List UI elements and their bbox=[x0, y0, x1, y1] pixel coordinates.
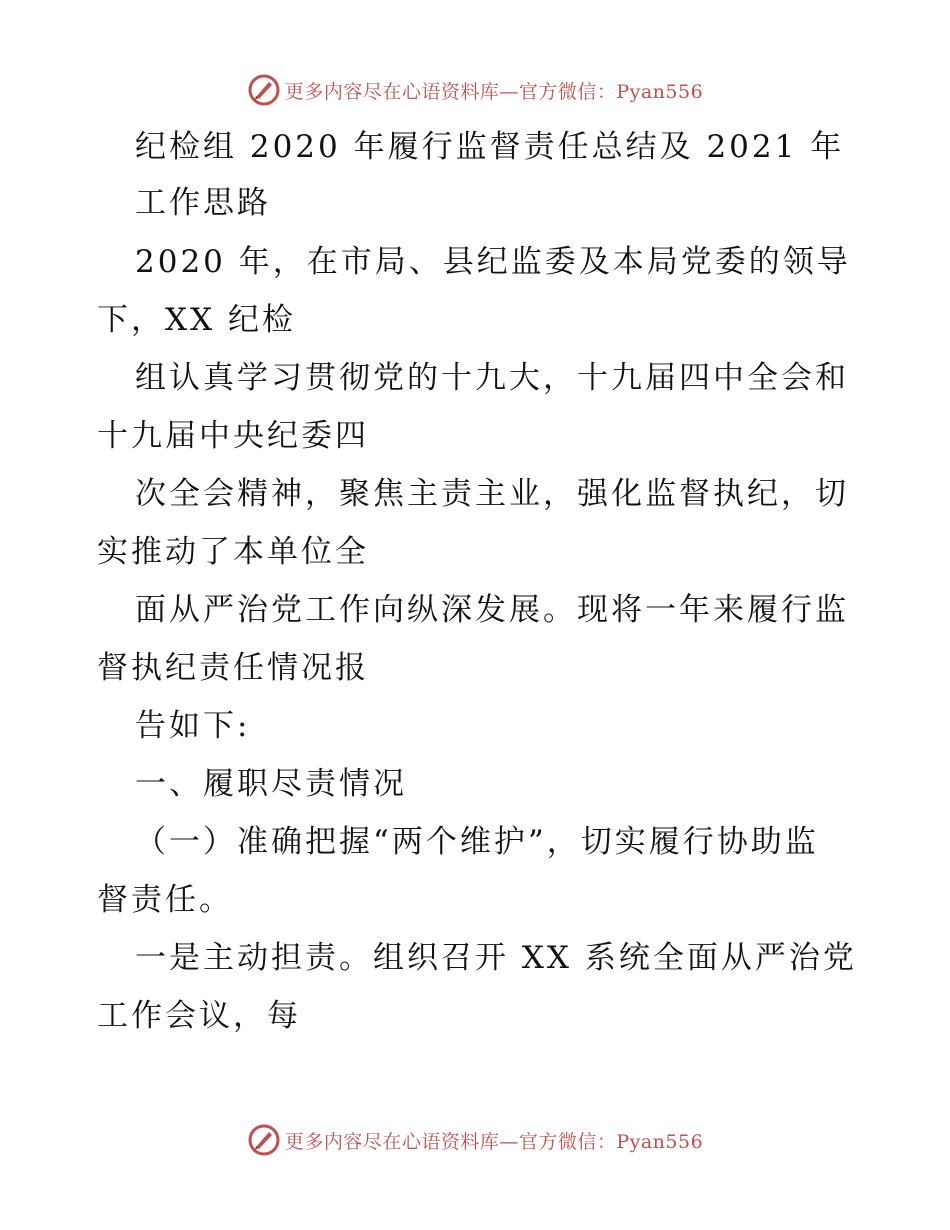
brush-logo-icon bbox=[247, 1123, 281, 1157]
document-title-line-2: 工作思路 bbox=[135, 185, 271, 221]
paragraph-line: 面从严治党工作向纵深发展。现将一年来履行监 bbox=[135, 592, 849, 628]
footer-banner bbox=[0, 1120, 950, 1160]
paragraph-line: 次全会精神，聚焦主责主业，强化监督执纪，切 bbox=[135, 476, 849, 512]
paragraph-line: 督执纪责任情况报 bbox=[97, 650, 369, 686]
paragraph-line: 组认真学习贯彻党的十九大，十九届四中全会和 bbox=[135, 360, 849, 396]
subsection-heading: （一）准确把握“两个维护”，切实履行协助监 bbox=[135, 824, 819, 860]
footer-banner-text: 更多内容尽在心语资料库—官方微信：Pyan556 bbox=[284, 1130, 704, 1153]
header-banner-text: 更多内容尽在心语资料库—官方微信：Pyan556 bbox=[284, 80, 704, 103]
paragraph-line: 2020 年，在市局、县纪监委及本局党委的领导 bbox=[135, 244, 851, 280]
document-title-line-1: 纪检组 2020 年履行监督责任总结及 2021 年 bbox=[135, 129, 845, 165]
subsection-heading-continued: 督责任。 bbox=[97, 882, 233, 918]
paragraph-line: 实推动了本单位全 bbox=[97, 534, 369, 570]
paragraph-line: 工作会议，每 bbox=[97, 998, 301, 1034]
paragraph-line: 下，XX 纪检 bbox=[97, 302, 296, 338]
paragraph-line: 告如下: bbox=[135, 708, 251, 744]
paragraph-line: 十九届中央纪委四 bbox=[97, 418, 369, 454]
section-heading: 一、履职尽责情况 bbox=[135, 766, 407, 802]
paragraph-line: 一是主动担责。组织召开 XX 系统全面从严治党 bbox=[135, 940, 857, 976]
